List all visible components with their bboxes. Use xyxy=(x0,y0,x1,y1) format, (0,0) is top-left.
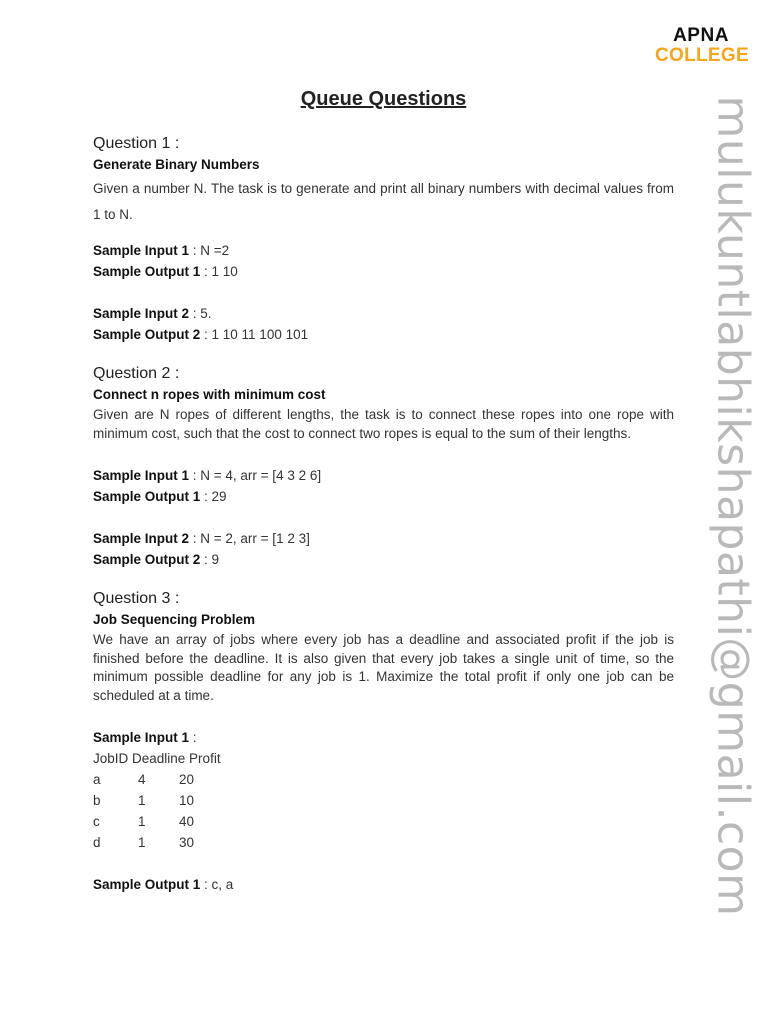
sample-label: Sample Output 2 xyxy=(93,552,201,567)
sample-value: : 9 xyxy=(200,552,220,567)
sample-input-2 xyxy=(93,528,674,549)
sample-value: : 1 10 11 100 101 xyxy=(200,327,309,342)
table-row xyxy=(93,790,674,811)
job-deadline: 1 xyxy=(138,814,146,829)
question-subtitle: Connect n ropes with minimum cost xyxy=(93,387,326,402)
sample-input-1 xyxy=(93,727,674,748)
sample-output-1 xyxy=(93,874,674,895)
apna-college-logo xyxy=(655,26,747,65)
question-heading: Question 3 : xyxy=(93,590,180,607)
document-body xyxy=(93,88,674,915)
sample-value: : 29 xyxy=(200,489,227,504)
page-title: Queue Questions xyxy=(300,88,467,110)
question-description: We have an array of jobs where every job has a deadline and associated profit if the job is finished before the deadline. It is also given that every job takes a single unit of time, so the minimum possible deadline for any job is 1. Maximize the total profit if only one job can be scheduled at a time. xyxy=(93,632,674,703)
job-deadline: 1 xyxy=(138,835,146,850)
table-row xyxy=(93,769,674,790)
sample-value: : N = 4, arr = [4 3 2 6] xyxy=(189,468,322,483)
sample-label: Sample Input 2 xyxy=(93,306,190,321)
question-subtitle: Generate Binary Numbers xyxy=(93,157,260,172)
sample-input-1 xyxy=(93,240,674,261)
job-table-header: JobID Deadline Profit xyxy=(93,751,221,766)
job-profit: 10 xyxy=(179,793,195,808)
table-row xyxy=(93,832,674,853)
sample-label: Sample Output 1 xyxy=(93,264,201,279)
question-3 xyxy=(93,590,674,895)
sample-label: Sample Input 2 xyxy=(93,531,190,546)
sample-output-2 xyxy=(93,324,674,345)
sample-value: : 5. xyxy=(189,306,212,321)
question-subtitle: Job Sequencing Problem xyxy=(93,612,256,627)
sample-output-1 xyxy=(93,486,674,507)
job-deadline: 1 xyxy=(138,793,146,808)
sample-label: Sample Input 1 xyxy=(93,730,190,745)
job-id: d xyxy=(93,835,101,850)
job-profit: 20 xyxy=(179,772,195,787)
job-id: a xyxy=(93,772,101,787)
sample-value: : 1 10 xyxy=(200,264,238,279)
job-profit: 40 xyxy=(179,814,195,829)
job-id: b xyxy=(93,793,101,808)
sample-output-2 xyxy=(93,549,674,570)
job-id: c xyxy=(93,814,100,829)
job-table xyxy=(93,769,674,853)
sample-label: Sample Output 2 xyxy=(93,327,201,342)
sample-value: : xyxy=(189,730,197,745)
question-description: Given a number N. The task is to generate and print all binary numbers with decimal values from 1 to N. xyxy=(93,181,674,222)
logo-line-college: COLLEGE xyxy=(655,45,749,66)
sample-output-1 xyxy=(93,261,674,282)
sample-input-1 xyxy=(93,465,674,486)
sample-input-2 xyxy=(93,303,674,324)
job-deadline: 4 xyxy=(138,772,146,787)
sample-value: : N = 2, arr = [1 2 3] xyxy=(189,531,310,546)
sample-value: : c, a xyxy=(200,877,234,892)
table-row xyxy=(93,811,674,832)
sample-label: Sample Input 1 xyxy=(93,468,190,483)
question-heading: Question 2 : xyxy=(93,365,180,382)
sample-label: Sample Output 1 xyxy=(93,489,201,504)
logo-line-apna: APNA xyxy=(673,25,729,46)
email-watermark: mulukuntlabhikshapathi@gmail.com xyxy=(707,95,759,917)
sample-label: Sample Input 1 xyxy=(93,243,190,258)
question-heading: Question 1 : xyxy=(93,135,180,152)
question-2 xyxy=(93,365,674,570)
job-profit: 30 xyxy=(179,835,195,850)
sample-value: : N =2 xyxy=(189,243,230,258)
question-description: Given are N ropes of different lengths, the task is to connect these ropes into one rope with minimum cost, such that the cost to connect two ropes is equal to the sum of their lengths. xyxy=(93,407,674,441)
question-1 xyxy=(93,135,674,345)
sample-label: Sample Output 1 xyxy=(93,877,201,892)
